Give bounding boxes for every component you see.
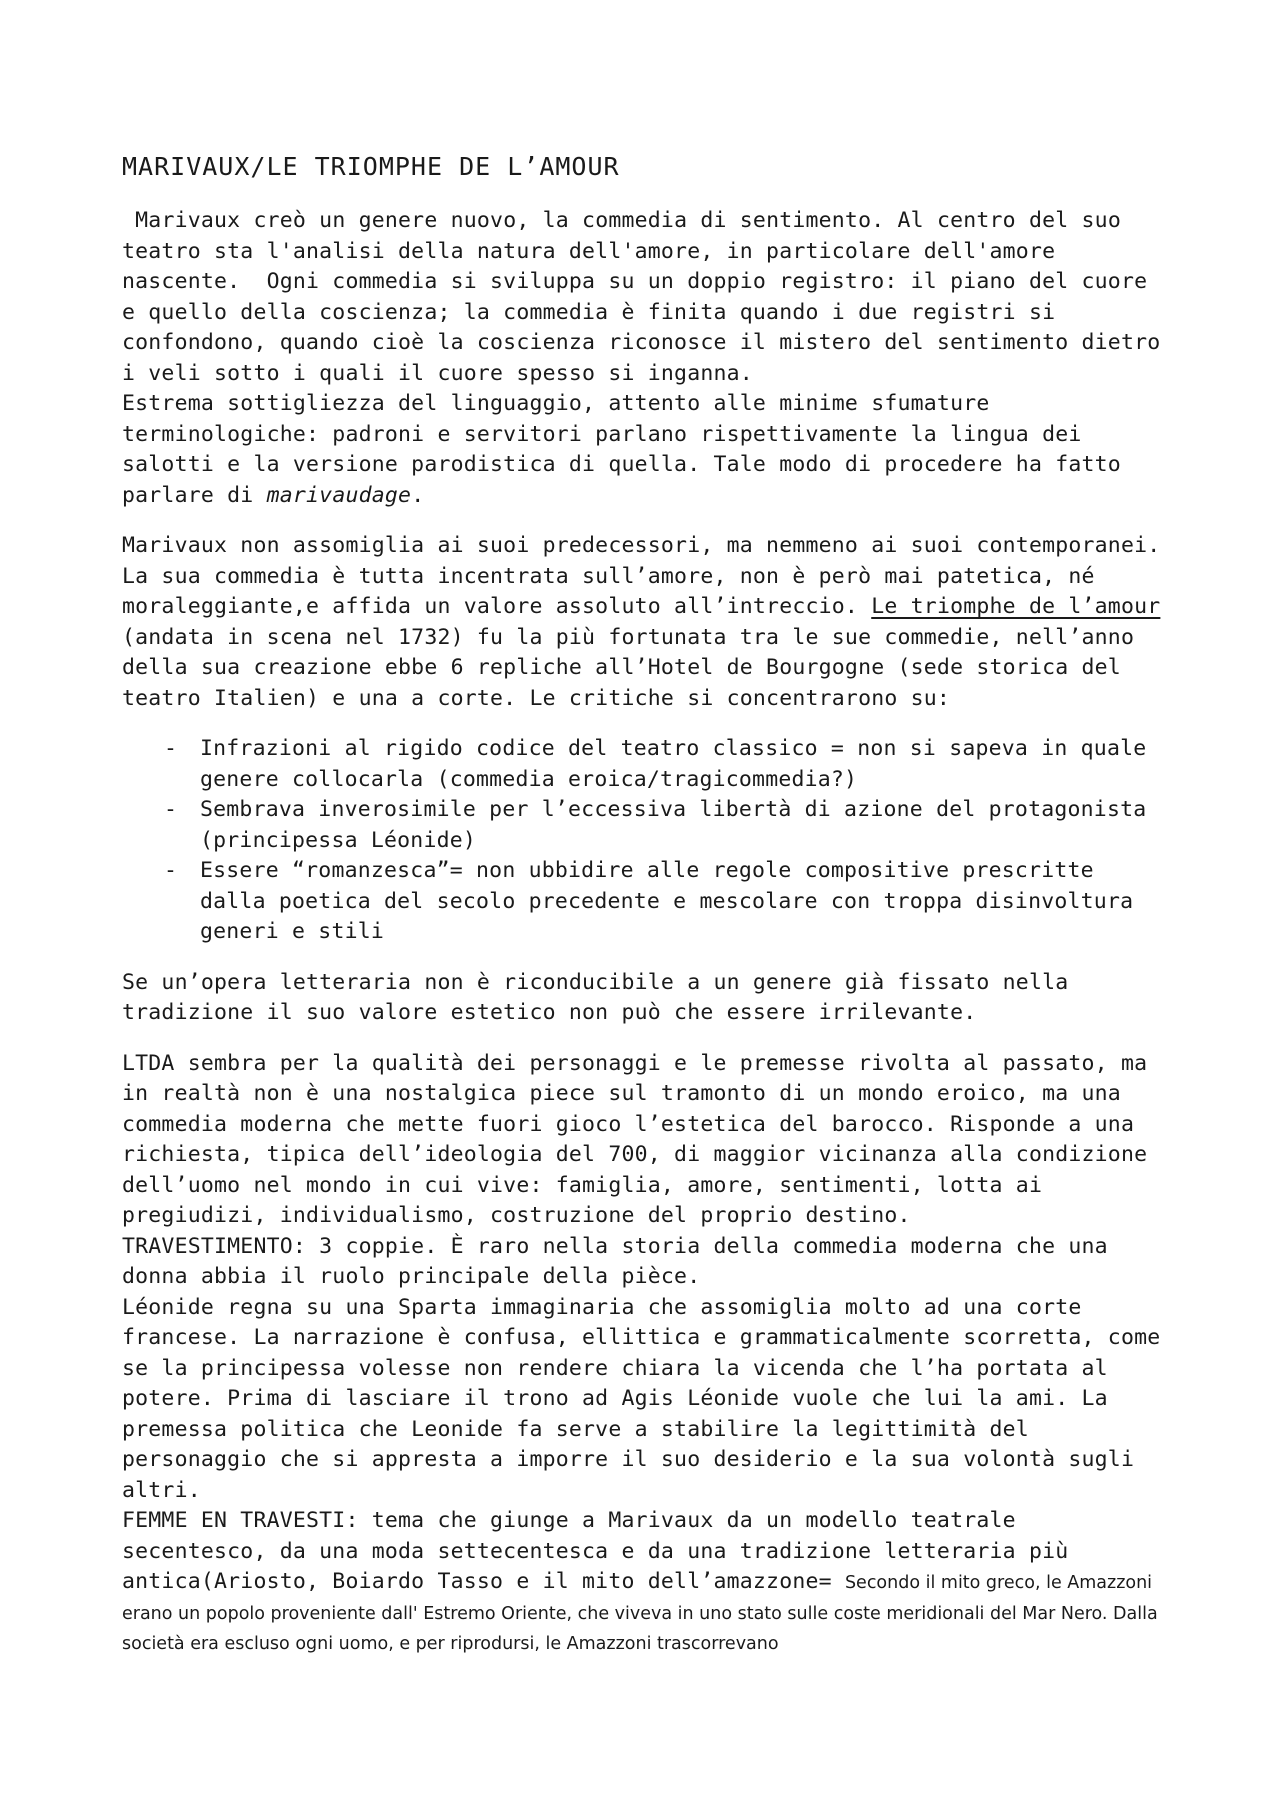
dash-bullet: - <box>164 797 178 822</box>
dash-bullet: - <box>164 736 178 761</box>
document-title: MARIVAUX/LE TRIOMPHE DE L’AMOUR <box>122 152 620 181</box>
ltda-text: LTDA sembra per la qualità dei personaggi e le premesse rivolta al passato, ma in realtà non è una nostalgica piece sul tramonto di un mondo eroico, ma una commedia moderna che mette fuori gioco l’estetica del barocco. Risponde a una richiesta, tipica dell’ideologia del 700, di maggior vicinanza alla condizione dell’uomo nel mondo in cui vive: famiglia, amore, sentimenti, lotta ai pregiudizi, individualismo, costruzione del proprio destino. <box>122 1050 1148 1228</box>
document-page <box>122 150 1172 1659</box>
paragraph-intro <box>122 206 1172 511</box>
critiques-list <box>122 734 1172 948</box>
comedy-text: La sua commedia è tutta incentrata sull’amore, non è però mai patetica, né moraleggiante,e affida un valore assoluto all’intreccio. <box>122 563 1095 619</box>
femme-en-travesti-text: FEMME EN TRAVESTI: tema che giunge a Marivaux da un modello teatrale secentesco, da una moda settecentesca e da una tradizione letteraria più antica(Ariosto, Boiardo Tasso e il mito dell’amazzone= <box>122 1508 1069 1594</box>
play-title-underlined: Le triomphe de l’amour <box>871 594 1161 619</box>
marivaudage-term: marivaudage <box>266 482 412 508</box>
language-text-end: . <box>411 482 425 508</box>
list-item <box>164 856 1172 948</box>
language-text: Estrema sottigliezza del linguaggio, attento alle minime sfumature terminologiche: padroni e servitori parlano rispettivamente la lingua dei salotti e la versione parodistica di quella. Tale modo di procedere ha fatto parlare di <box>122 391 1121 508</box>
comparison-text: Marivaux non assomiglia ai suoi predecessori, ma nemmeno ai suoi contemporanei. <box>122 533 1161 558</box>
paragraph-ltda <box>122 1049 1172 1659</box>
intro-text: Marivaux creò un genere nuovo, la commedia di sentimento. Al centro del suo teatro sta l'analisi della natura dell'amore, in particolare dell'amore nascente. Ogni commedia si sviluppa su un doppio registro: il piano del cuore e quello della coscienza; la commedia è finita quando i due registri si confondono, quando cioè la coscienza riconosce il mistero del sentimento dietro i veli sotto i quali il cuore spesso si inganna. <box>122 208 1174 386</box>
list-item-text: Infrazioni al rigido codice del teatro classico = non si sapeva in quale genere collocarla (commedia eroica/tragicommedia?) <box>200 736 1147 792</box>
leonide-text: Léonide regna su una Sparta immaginaria che assomiglia molto ad una corte francese. La narrazione è confusa, ellittica e grammaticalmente scorretta, come se la principessa volesse non rendere chiara la vicenda che l’ha portata al potere. Prima di lasciare il trono ad Agis Léonide vuole che lui la ami. La premessa politica che Leonide fa serve a stabilire la legittimità del personaggio che si appresta a imporre il suo desiderio e la sua volontà sugli altri. <box>122 1294 1161 1503</box>
list-item <box>164 734 1172 795</box>
travestimento-text: TRAVESTIMENTO: 3 coppie. È raro nella storia della commedia moderna che una donna abbia il ruolo principale della pièce. <box>122 1233 1108 1289</box>
amazons-note-text: Secondo il mito greco, le Amazzoni erano un popolo proveniente dall' Estremo Oriente, che viveva in uno stato sulle coste meridionali del Mar Nero. Dalla società era escluso ogni uomo, e per riprodursi, le Amazzoni trascorrevano <box>122 1573 1158 1654</box>
paragraph-genre: Se un’opera letteraria non è riconducibile a un genere già fissato nella tradizione il suo valore estetico non può che essere irrilevante. <box>122 969 1069 1025</box>
list-item-text: Sembrava inverosimile per l’eccessiva libertà di azione del protagonista (principessa Léonide) <box>200 797 1147 853</box>
dash-bullet: - <box>164 858 178 883</box>
list-item <box>164 795 1172 856</box>
list-item-text: Essere “romanzesca”= non ubbidire alle regole compositive prescritte dalla poetica del secolo precedente e mescolare con troppa disinvoltura generi e stili <box>200 858 1134 944</box>
paragraph-comparison <box>122 531 1172 714</box>
comedy-text-end: (andata in scena nel 1732) fu la più fortunata tra le sue commedie, nell’anno della sua creazione ebbe 6 repliche all’Hotel de Bourgogne (sede storica del teatro Italien) e una a corte. Le critiche si concentrarono su: <box>122 624 1135 711</box>
